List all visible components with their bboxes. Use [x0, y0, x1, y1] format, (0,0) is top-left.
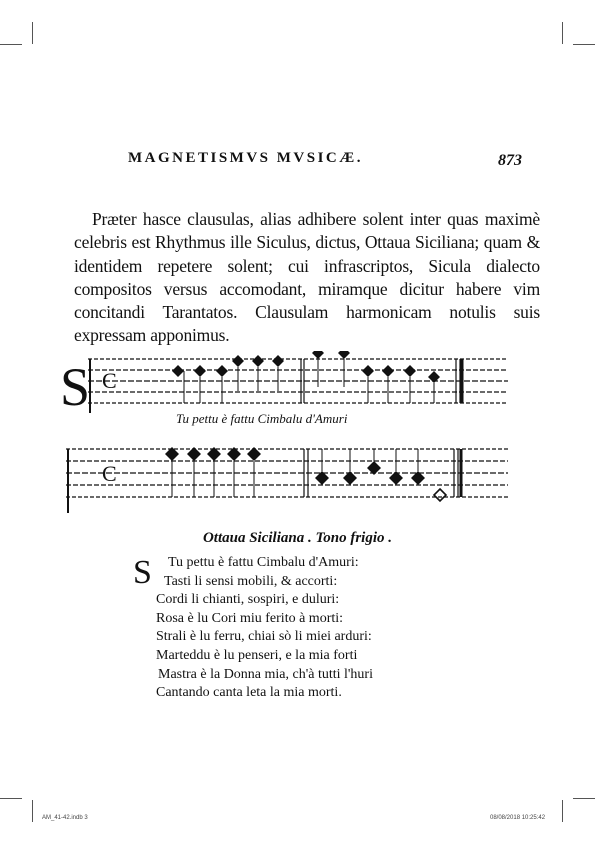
- music-initial-letter: S: [60, 357, 91, 417]
- crop-mark: [0, 44, 22, 45]
- music-staff-upper: [88, 351, 508, 413]
- poem-line: Cordi li chianti, sospiri, e duluri:: [156, 592, 340, 608]
- crop-mark: [32, 800, 33, 822]
- svg-text:C: C: [102, 461, 117, 486]
- music-staff-lower: [66, 441, 508, 513]
- body-paragraph: Præter hasce clausulas, alias adhibere solent inter quas maximè celebris est Rhythmus ille Siculus, dictus, Ottaua Siciliana; quam & identidem repetere solent; cui infrascriptos, Sicula dialecto compositos versus accomodant, miramque dicitur habere vim concitandi Tarantatos. Clausulam harmonicam notulis suis expressam apponimus.: [74, 209, 540, 346]
- crop-mark: [573, 798, 595, 799]
- page-number: 873: [498, 152, 522, 169]
- poem-line: Cantando canta leta la mia morti.: [156, 685, 342, 701]
- crop-mark: [0, 798, 22, 799]
- footer-timestamp: 08/08/2018 10:25:42: [490, 815, 546, 821]
- poem-line: Rosa è lu Cori miu ferito à morti:: [156, 610, 344, 626]
- poem: [148, 554, 478, 703]
- svg-text:C: C: [102, 368, 117, 393]
- footer-file: AM_41-42.indb 3: [42, 815, 88, 821]
- poem-line: Strali è lu ferru, chiai sò li miei arduri:: [156, 629, 372, 645]
- crop-mark: [562, 22, 563, 44]
- poem-line: Tu pettu è fattu Cimbalu d'Amuri:: [168, 555, 359, 570]
- crop-mark: [32, 22, 33, 44]
- poem-line: Marteddu è lu penseri, e la mia forti: [156, 647, 358, 663]
- music-lyric: Tu pettu è fattu Cimbalu d'Amuri: [176, 411, 348, 426]
- poem-line: Tasti li sensi mobili, & accorti:: [164, 573, 338, 589]
- crop-mark: [562, 800, 563, 822]
- running-title: MAGNETISMVS MVSICÆ.: [128, 150, 364, 166]
- poem-initial-letter: S: [133, 554, 152, 591]
- crop-mark: [573, 44, 595, 45]
- poem-title: Ottaua Siciliana . Tono frigio .: [202, 530, 393, 546]
- poem-line: Mastra è la Donna mia, ch'à tutti l'huri: [158, 666, 373, 682]
